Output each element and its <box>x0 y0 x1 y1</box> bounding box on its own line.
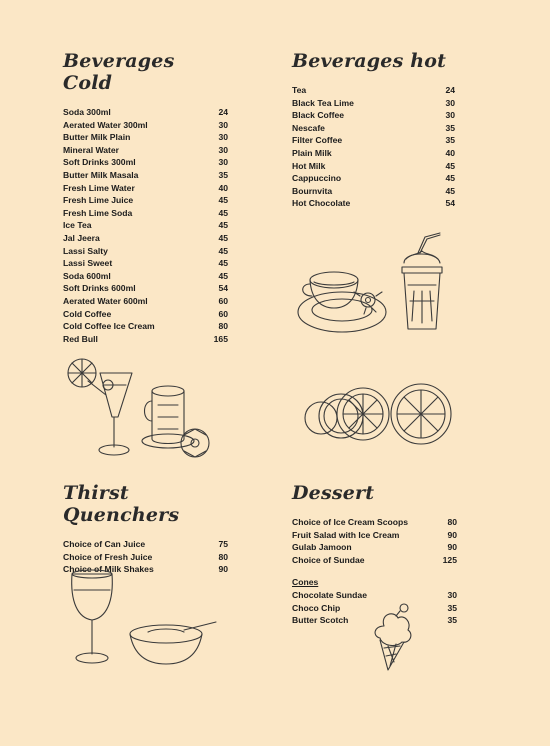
menu-item-name: Chocolate Sundae <box>292 589 367 600</box>
menu-item-name: Nescafe <box>292 122 325 133</box>
menu-item <box>63 538 228 551</box>
menu-list <box>292 84 455 210</box>
menu-item-price: 40 <box>445 147 455 158</box>
menu-item-price: 45 <box>445 173 455 184</box>
section-beverages-hot <box>292 50 455 210</box>
menu-item-name: Soda 600ml <box>63 270 111 281</box>
wine-glass-icon <box>68 568 118 668</box>
menu-item <box>292 97 455 110</box>
menu-item-name: Fruit Salad with Ice Cream <box>292 529 400 540</box>
menu-item-name: Fresh Lime Juice <box>63 195 134 206</box>
menu-item <box>63 182 228 195</box>
menu-item-name: Cold Coffee Ice Cream <box>63 321 155 332</box>
menu-item-price: 45 <box>218 220 228 231</box>
menu-item-name: Hot Chocolate <box>292 198 351 209</box>
menu-item <box>292 516 457 529</box>
menu-item-name: Red Bull <box>63 333 98 344</box>
menu-item-name: Jal Jeera <box>63 232 100 243</box>
menu-item-name: Butter Scotch <box>292 615 349 626</box>
menu-item <box>63 282 228 295</box>
menu-item-name: Aerated Water 300ml <box>63 119 148 130</box>
section-title: Beverages Cold <box>63 50 175 94</box>
menu-item-price: 35 <box>445 135 455 146</box>
menu-item <box>292 185 455 198</box>
menu-item-price: 45 <box>218 232 228 243</box>
menu-item-name: Choice of Sundae <box>292 554 365 565</box>
menu-item-price: 60 <box>218 295 228 306</box>
menu-item-price: 90 <box>447 529 457 540</box>
menu-list <box>63 106 228 345</box>
menu-item-name: Filter Coffee <box>292 135 343 146</box>
menu-list <box>292 516 457 566</box>
bowl-icon <box>128 620 220 668</box>
tea-cup-icon <box>296 262 391 337</box>
menu-item-name: Fresh Lime Water <box>63 182 135 193</box>
menu-item-price: 54 <box>445 198 455 209</box>
menu-item-name: Aerated Water 600ml <box>63 295 148 306</box>
menu-item <box>63 320 228 333</box>
menu-item <box>63 551 228 564</box>
menu-item-name: Tea <box>292 85 307 95</box>
frappe-cup-icon <box>398 231 448 339</box>
menu-item <box>292 134 455 147</box>
menu-item-name: Cold Coffee <box>63 308 112 319</box>
section-beverages-cold <box>63 50 228 345</box>
menu-item-price: 45 <box>218 207 228 218</box>
menu-item-name: Bournvita <box>292 185 333 196</box>
menu-item-price: 24 <box>445 85 455 95</box>
menu-item-price: 54 <box>218 283 228 294</box>
menu-item-price: 30 <box>218 119 228 130</box>
menu-item-price: 80 <box>447 517 457 527</box>
menu-item <box>63 156 228 169</box>
menu-item-name: Black Coffee <box>292 110 345 121</box>
menu-item-name: Soft Drinks 300ml <box>63 157 136 168</box>
menu-item <box>63 257 228 270</box>
lemon-slices-icon <box>303 382 453 447</box>
menu-item-name: Choice of Ice Cream Scoops <box>292 517 409 527</box>
menu-item-price: 30 <box>218 157 228 168</box>
menu-item-price: 45 <box>218 245 228 256</box>
menu-item-price: 30 <box>447 589 457 600</box>
menu-item <box>63 194 228 207</box>
menu-item-price: 30 <box>218 132 228 143</box>
menu-item-name: Choco Chip <box>292 602 341 613</box>
menu-item <box>63 207 228 220</box>
menu-item-price: 80 <box>218 321 228 332</box>
menu-item <box>292 84 455 97</box>
menu-item-name: Gulab Jamoon <box>292 542 352 553</box>
menu-item-price: 165 <box>213 333 228 344</box>
menu-item-name: Choice of Fresh Juice <box>63 551 153 562</box>
menu-item-price: 90 <box>447 542 457 553</box>
menu-item-price: 45 <box>218 270 228 281</box>
menu-item-price: 60 <box>218 308 228 319</box>
menu-item <box>292 109 455 122</box>
menu-item-name: Ice Tea <box>63 220 92 231</box>
menu-item-price: 35 <box>447 615 457 626</box>
menu-item-price: 45 <box>445 185 455 196</box>
tea-glass-icon <box>140 381 215 467</box>
menu-item <box>63 144 228 157</box>
menu-item <box>292 122 455 135</box>
menu-item-price: 75 <box>218 539 228 549</box>
menu-item-name: Cappuccino <box>292 173 342 184</box>
menu-item-name: Black Tea Lime <box>292 97 354 108</box>
menu-item <box>63 333 228 346</box>
menu-item <box>292 541 457 554</box>
menu-item-name: Lassi Sweet <box>63 258 113 269</box>
menu-item-price: 35 <box>447 602 457 613</box>
menu-item-price: 24 <box>218 107 228 117</box>
menu-item <box>63 219 228 232</box>
menu-item-name: Soft Drinks 600ml <box>63 283 136 294</box>
menu-item-name: Choice of Can Juice <box>63 539 146 549</box>
menu-item-price: 30 <box>445 97 455 108</box>
section-thirst-quenchers <box>63 482 228 576</box>
menu-item-name: Lassi Salty <box>63 245 108 256</box>
menu-item <box>63 245 228 258</box>
menu-item-price: 90 <box>218 564 228 575</box>
section-title: Dessert <box>292 482 375 504</box>
menu-item <box>292 160 455 173</box>
menu-item <box>292 554 457 567</box>
menu-item <box>292 147 455 160</box>
menu-item-price: 35 <box>445 122 455 133</box>
menu-item <box>292 529 457 542</box>
menu-item-name: Hot Milk <box>292 160 326 171</box>
menu-item-price: 80 <box>218 551 228 562</box>
menu-item <box>63 131 228 144</box>
menu-item-price: 45 <box>218 258 228 269</box>
cocktail-glass-icon <box>66 355 136 457</box>
menu-item-name: Fresh Lime Soda <box>63 207 133 218</box>
menu-item <box>63 119 228 132</box>
menu-item-name: Mineral Water <box>63 144 120 155</box>
menu-item-name: Plain Milk <box>292 147 332 158</box>
cones-subheading: Cones <box>292 577 319 588</box>
menu-item <box>63 169 228 182</box>
menu-item <box>63 106 228 119</box>
menu-item-price: 125 <box>442 554 457 565</box>
menu-item-price: 30 <box>445 110 455 121</box>
menu-item <box>63 295 228 308</box>
ice-cream-cone-icon <box>370 600 420 672</box>
menu-item-name: Butter Milk Plain <box>63 132 131 143</box>
menu-item <box>292 172 455 185</box>
menu-item-price: 40 <box>218 182 228 193</box>
menu-item <box>63 232 228 245</box>
menu-item <box>292 197 455 210</box>
section-title: Beverages hot <box>292 50 447 72</box>
menu-item-price: 45 <box>445 160 455 171</box>
menu-item-name: Choice of Milk Shakes <box>63 564 154 575</box>
menu-item-price: 35 <box>218 169 228 180</box>
section-title: Thirst Quenchers <box>63 482 180 526</box>
menu-item-price: 45 <box>218 195 228 206</box>
menu-item <box>63 270 228 283</box>
menu-item-name: Soda 300ml <box>63 107 111 117</box>
menu-item <box>63 308 228 321</box>
menu-item-name: Butter Milk Masala <box>63 169 139 180</box>
menu-item-price: 30 <box>218 144 228 155</box>
